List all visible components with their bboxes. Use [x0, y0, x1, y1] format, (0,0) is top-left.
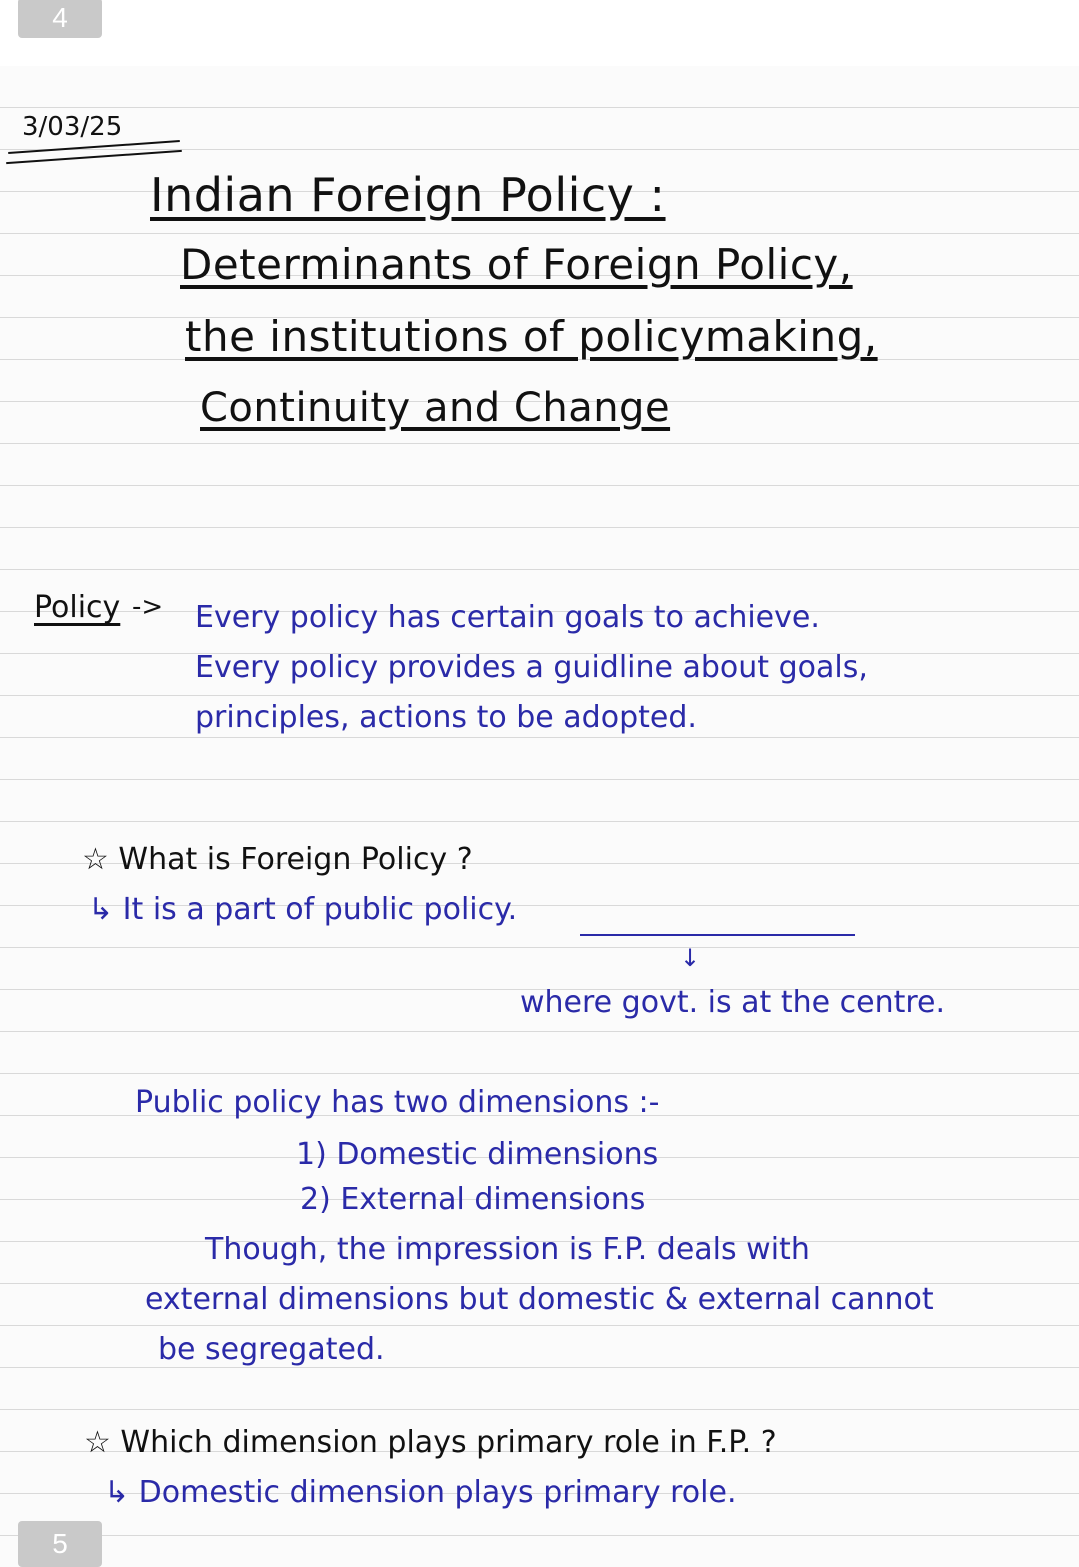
- title-line-2: Determinants of Foreign Policy,: [180, 240, 853, 289]
- question-2: ☆ Which dimension plays primary role in F.P. ?: [84, 1425, 777, 1460]
- dimensions-text-1: Though, the impression is F.P. deals with: [205, 1232, 810, 1267]
- question-1: ☆ What is Foreign Policy ?: [82, 842, 473, 877]
- dimensions-text-3: be segregated.: [158, 1332, 385, 1367]
- policy-line-1: Every policy has certain goals to achieve.: [195, 600, 820, 635]
- answer-2: ↳ Domestic dimension plays primary role.: [104, 1475, 737, 1510]
- policy-line-2: Every policy provides a guidline about goals,: [195, 650, 868, 685]
- note-date: 3/03/25: [22, 112, 123, 142]
- page-number-next[interactable]: 5: [18, 1521, 102, 1567]
- top-strip: [0, 0, 1079, 67]
- arrow-icon: ->: [132, 592, 164, 622]
- dimensions-intro: Public policy has two dimensions :-: [135, 1085, 660, 1120]
- title-line-1: Indian Foreign Policy :: [150, 168, 666, 222]
- policy-line-3: principles, actions to be adopted.: [195, 700, 697, 735]
- page-number-previous[interactable]: 4: [18, 0, 102, 38]
- down-arrow-icon: ↓: [680, 944, 701, 972]
- public-policy-underline: [580, 934, 855, 936]
- title-line-4: Continuity and Change: [200, 385, 671, 431]
- dimensions-text-2: external dimensions but domestic & external cannot: [145, 1282, 934, 1317]
- dimension-item-2: 2) External dimensions: [300, 1182, 646, 1217]
- title-line-3: the institutions of policymaking,: [185, 312, 878, 361]
- policy-label: Policy: [34, 590, 121, 625]
- dimension-item-1: 1) Domestic dimensions: [296, 1137, 659, 1172]
- answer-1-note: where govt. is at the centre.: [520, 985, 946, 1020]
- answer-1: ↳ It is a part of public policy.: [88, 892, 518, 927]
